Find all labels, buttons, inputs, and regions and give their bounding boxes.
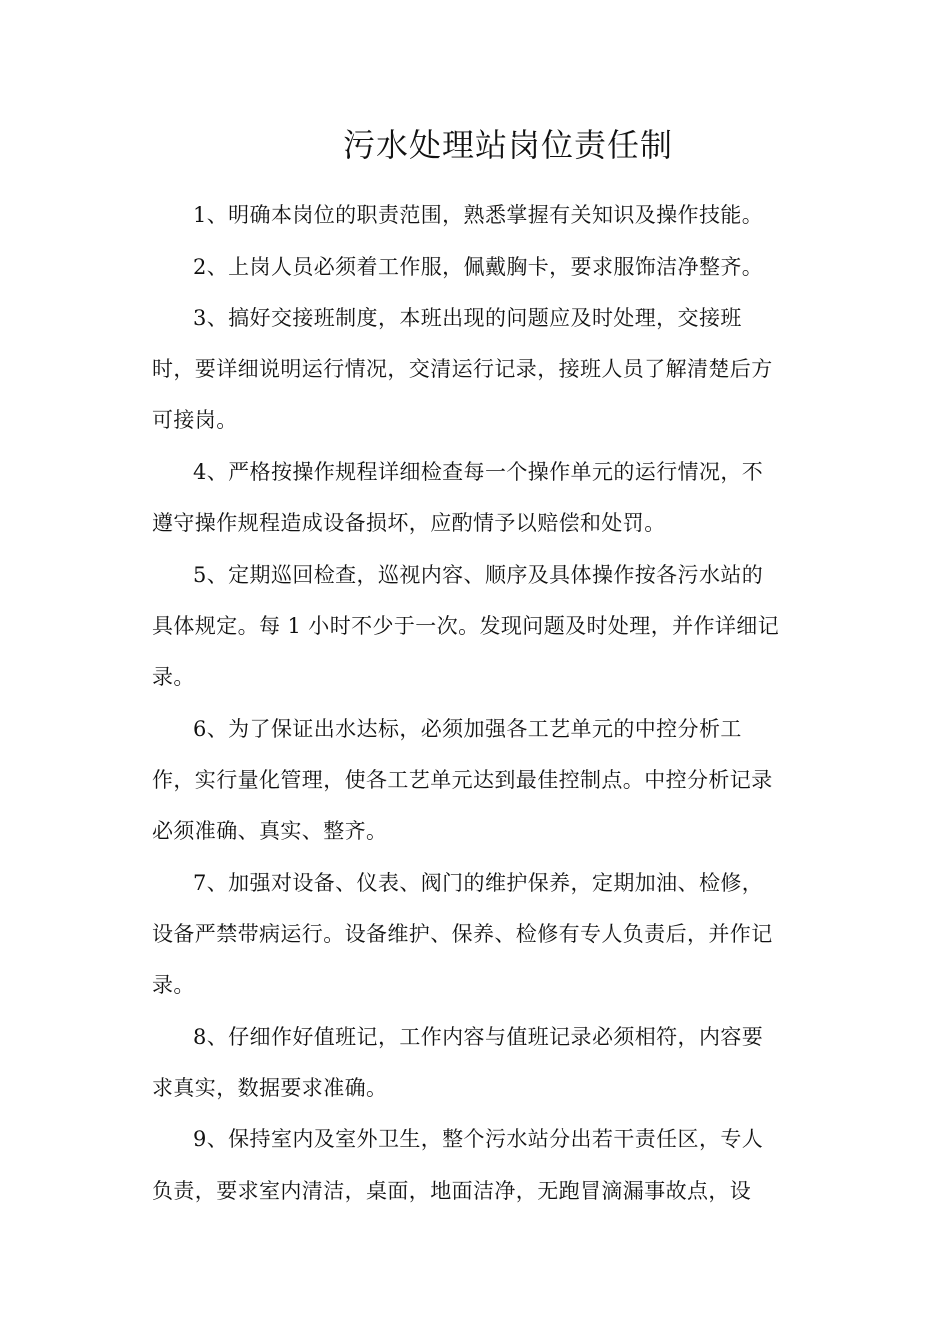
paragraph-line: 求真实，数据要求准确。	[152, 1076, 388, 1100]
paragraph-line: 1、明确本岗位的职责范围，熟悉掌握有关知识及操作技能。	[193, 203, 764, 227]
paragraph-line: 具体规定。每 1 小时不少于一次。发现问题及时处理，并作详细记	[152, 614, 780, 638]
paragraph-line: 7、加强对设备、仪表、阀门的维护保养，定期加油、检修，	[193, 871, 764, 895]
document-title: 污水处理站岗位责任制	[342, 126, 673, 164]
paragraph-line: 5、定期巡回检查，巡视内容、顺序及具体操作按各污水站的	[193, 563, 764, 587]
paragraph-line: 遵守操作规程造成设备损坏，应酌情予以赔偿和处罚。	[152, 511, 666, 535]
paragraph-line: 负责，要求室内清洁，桌面，地面洁净，无跑冒滴漏事故点，设	[152, 1179, 752, 1203]
paragraph-line: 作，实行量化管理，使各工艺单元达到最佳控制点。中控分析记录	[152, 768, 773, 792]
paragraph-line: 3、搞好交接班制度，本班出现的问题应及时处理，交接班	[193, 306, 742, 330]
paragraph-line: 2、上岗人员必须着工作服，佩戴胸卡，要求服饰洁净整齐。	[193, 255, 764, 279]
paragraph-line: 时，要详细说明运行情况，交清运行记录，接班人员了解清楚后方	[152, 357, 773, 381]
paragraph-line: 可接岗。	[152, 408, 238, 432]
paragraph-line: 录。	[152, 665, 195, 689]
paragraph-line: 必须准确、真实、整齐。	[152, 819, 388, 843]
paragraph-line: 9、保持室内及室外卫生，整个污水站分出若干责任区，专人	[193, 1127, 764, 1151]
paragraph-line: 4、严格按操作规程详细检查每一个操作单元的运行情况，不	[193, 460, 764, 484]
paragraph-line: 设备严禁带病运行。设备维护、保养、检修有专人负责后，并作记	[152, 922, 773, 946]
paragraph-line: 6、为了保证出水达标，必须加强各工艺单元的中控分析工	[193, 717, 742, 741]
paragraph-line: 录。	[152, 973, 195, 997]
paragraph-line: 8、仔细作好值班记，工作内容与值班记录必须相符，内容要	[193, 1025, 764, 1049]
